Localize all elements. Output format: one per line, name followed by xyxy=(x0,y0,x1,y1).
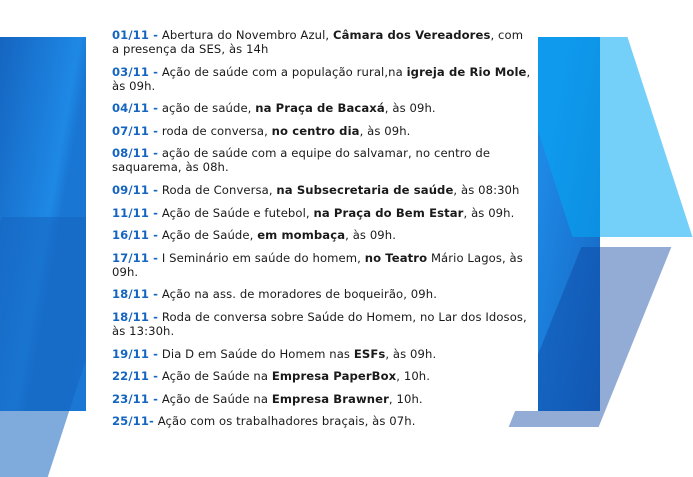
entry-text: Ação de Saúde na xyxy=(158,391,272,406)
list-item xyxy=(112,28,532,56)
entry-date: 08/11 - xyxy=(112,146,159,161)
list-item xyxy=(112,347,532,361)
entry-text-end: Mário Lagos, às 09h. xyxy=(112,250,523,279)
entry-place: no centro dia xyxy=(271,123,360,138)
entry-place: na Praça do Bem Estar xyxy=(313,205,464,220)
entry-place: na Subsecretaria de saúde xyxy=(276,182,454,197)
entry-date: 25/11- xyxy=(112,414,154,429)
entry-place: em mombaça xyxy=(257,228,346,243)
entry-date: 16/11 - xyxy=(112,228,159,243)
entry-text: Ação de Saúde, xyxy=(158,228,258,243)
list-item xyxy=(112,146,532,174)
list-item xyxy=(112,206,532,220)
entry-text-end: , às 09h. xyxy=(345,228,397,243)
entry-date: 07/11 - xyxy=(112,123,159,138)
entry-text-end: , às 09h. xyxy=(112,64,531,93)
list-item xyxy=(112,101,532,115)
entry-text: ação de saúde, xyxy=(158,101,256,116)
entry-date: 19/11 - xyxy=(112,346,159,361)
entry-text: Ação de Saúde na xyxy=(158,369,272,384)
list-item xyxy=(112,251,532,279)
entry-text-end: , 10h. xyxy=(388,391,423,406)
schedule-list xyxy=(112,28,532,437)
entry-date: 18/11 - xyxy=(112,287,159,302)
entry-text: Ação com os trabalhadores braçais, às 07h. xyxy=(153,414,416,429)
entry-date: 18/11 - xyxy=(112,309,159,324)
list-item xyxy=(112,124,532,138)
entry-date: 03/11 - xyxy=(112,64,159,79)
entry-text-end: , às 09h. xyxy=(359,123,411,138)
entry-date: 09/11 - xyxy=(112,182,159,197)
entry-date: 23/11 - xyxy=(112,391,159,406)
entry-text: ação de saúde com a equipe do salvamar, no centro de saquarema, às 08h. xyxy=(112,146,491,175)
entry-text: Ação de saúde com a população rural,na xyxy=(158,64,407,79)
entry-text: roda de conversa, xyxy=(158,123,272,138)
entry-text-end: , às 09h. xyxy=(384,101,436,116)
entry-text-end: , às 09h. xyxy=(385,346,437,361)
entry-text: Roda de Conversa, xyxy=(158,182,277,197)
entry-place: Empresa PaperBox xyxy=(271,369,397,384)
entry-place: no Teatro xyxy=(364,250,428,265)
entry-date: 22/11 - xyxy=(112,369,159,384)
entry-text: Abertura do Novembro Azul, xyxy=(158,28,333,42)
list-item xyxy=(112,65,532,93)
entry-date: 17/11 - xyxy=(112,250,159,265)
entry-place: Câmara dos Vereadores xyxy=(333,28,491,42)
entry-place: igreja de Rio Mole xyxy=(406,64,527,79)
entry-text-end: , às 08:30h xyxy=(453,182,520,197)
entry-text: Ação na ass. de moradores de boqueirão, 09h. xyxy=(158,287,437,302)
entry-text-end: , às 09h. xyxy=(463,205,515,220)
list-item xyxy=(112,287,532,301)
entry-place: ESFs xyxy=(353,346,386,361)
list-item xyxy=(112,183,532,197)
entry-date: 01/11 - xyxy=(112,28,159,42)
entry-date: 04/11 - xyxy=(112,101,159,116)
schedule-card xyxy=(86,28,538,429)
entry-text: I Seminário em saúde do homem, xyxy=(158,250,365,265)
entry-place: na Praça de Bacaxá xyxy=(255,101,385,116)
list-item xyxy=(112,414,532,428)
entry-text: Dia D em Saúde do Homem nas xyxy=(158,346,354,361)
entry-text-end: , 10h. xyxy=(396,369,431,384)
list-item xyxy=(112,228,532,242)
list-item xyxy=(112,369,532,383)
list-item xyxy=(112,310,532,338)
entry-text: Ação de Saúde e futebol, xyxy=(158,205,314,220)
entry-text: Roda de conversa sobre Saúde do Homem, no Lar dos Idosos, às 13:30h. xyxy=(112,309,527,338)
entry-place: Empresa Brawner xyxy=(271,391,389,406)
entry-date: 11/11 - xyxy=(112,205,159,220)
entry-text-end: , com a presença da SES, às 14h xyxy=(112,28,524,56)
list-item xyxy=(112,392,532,406)
